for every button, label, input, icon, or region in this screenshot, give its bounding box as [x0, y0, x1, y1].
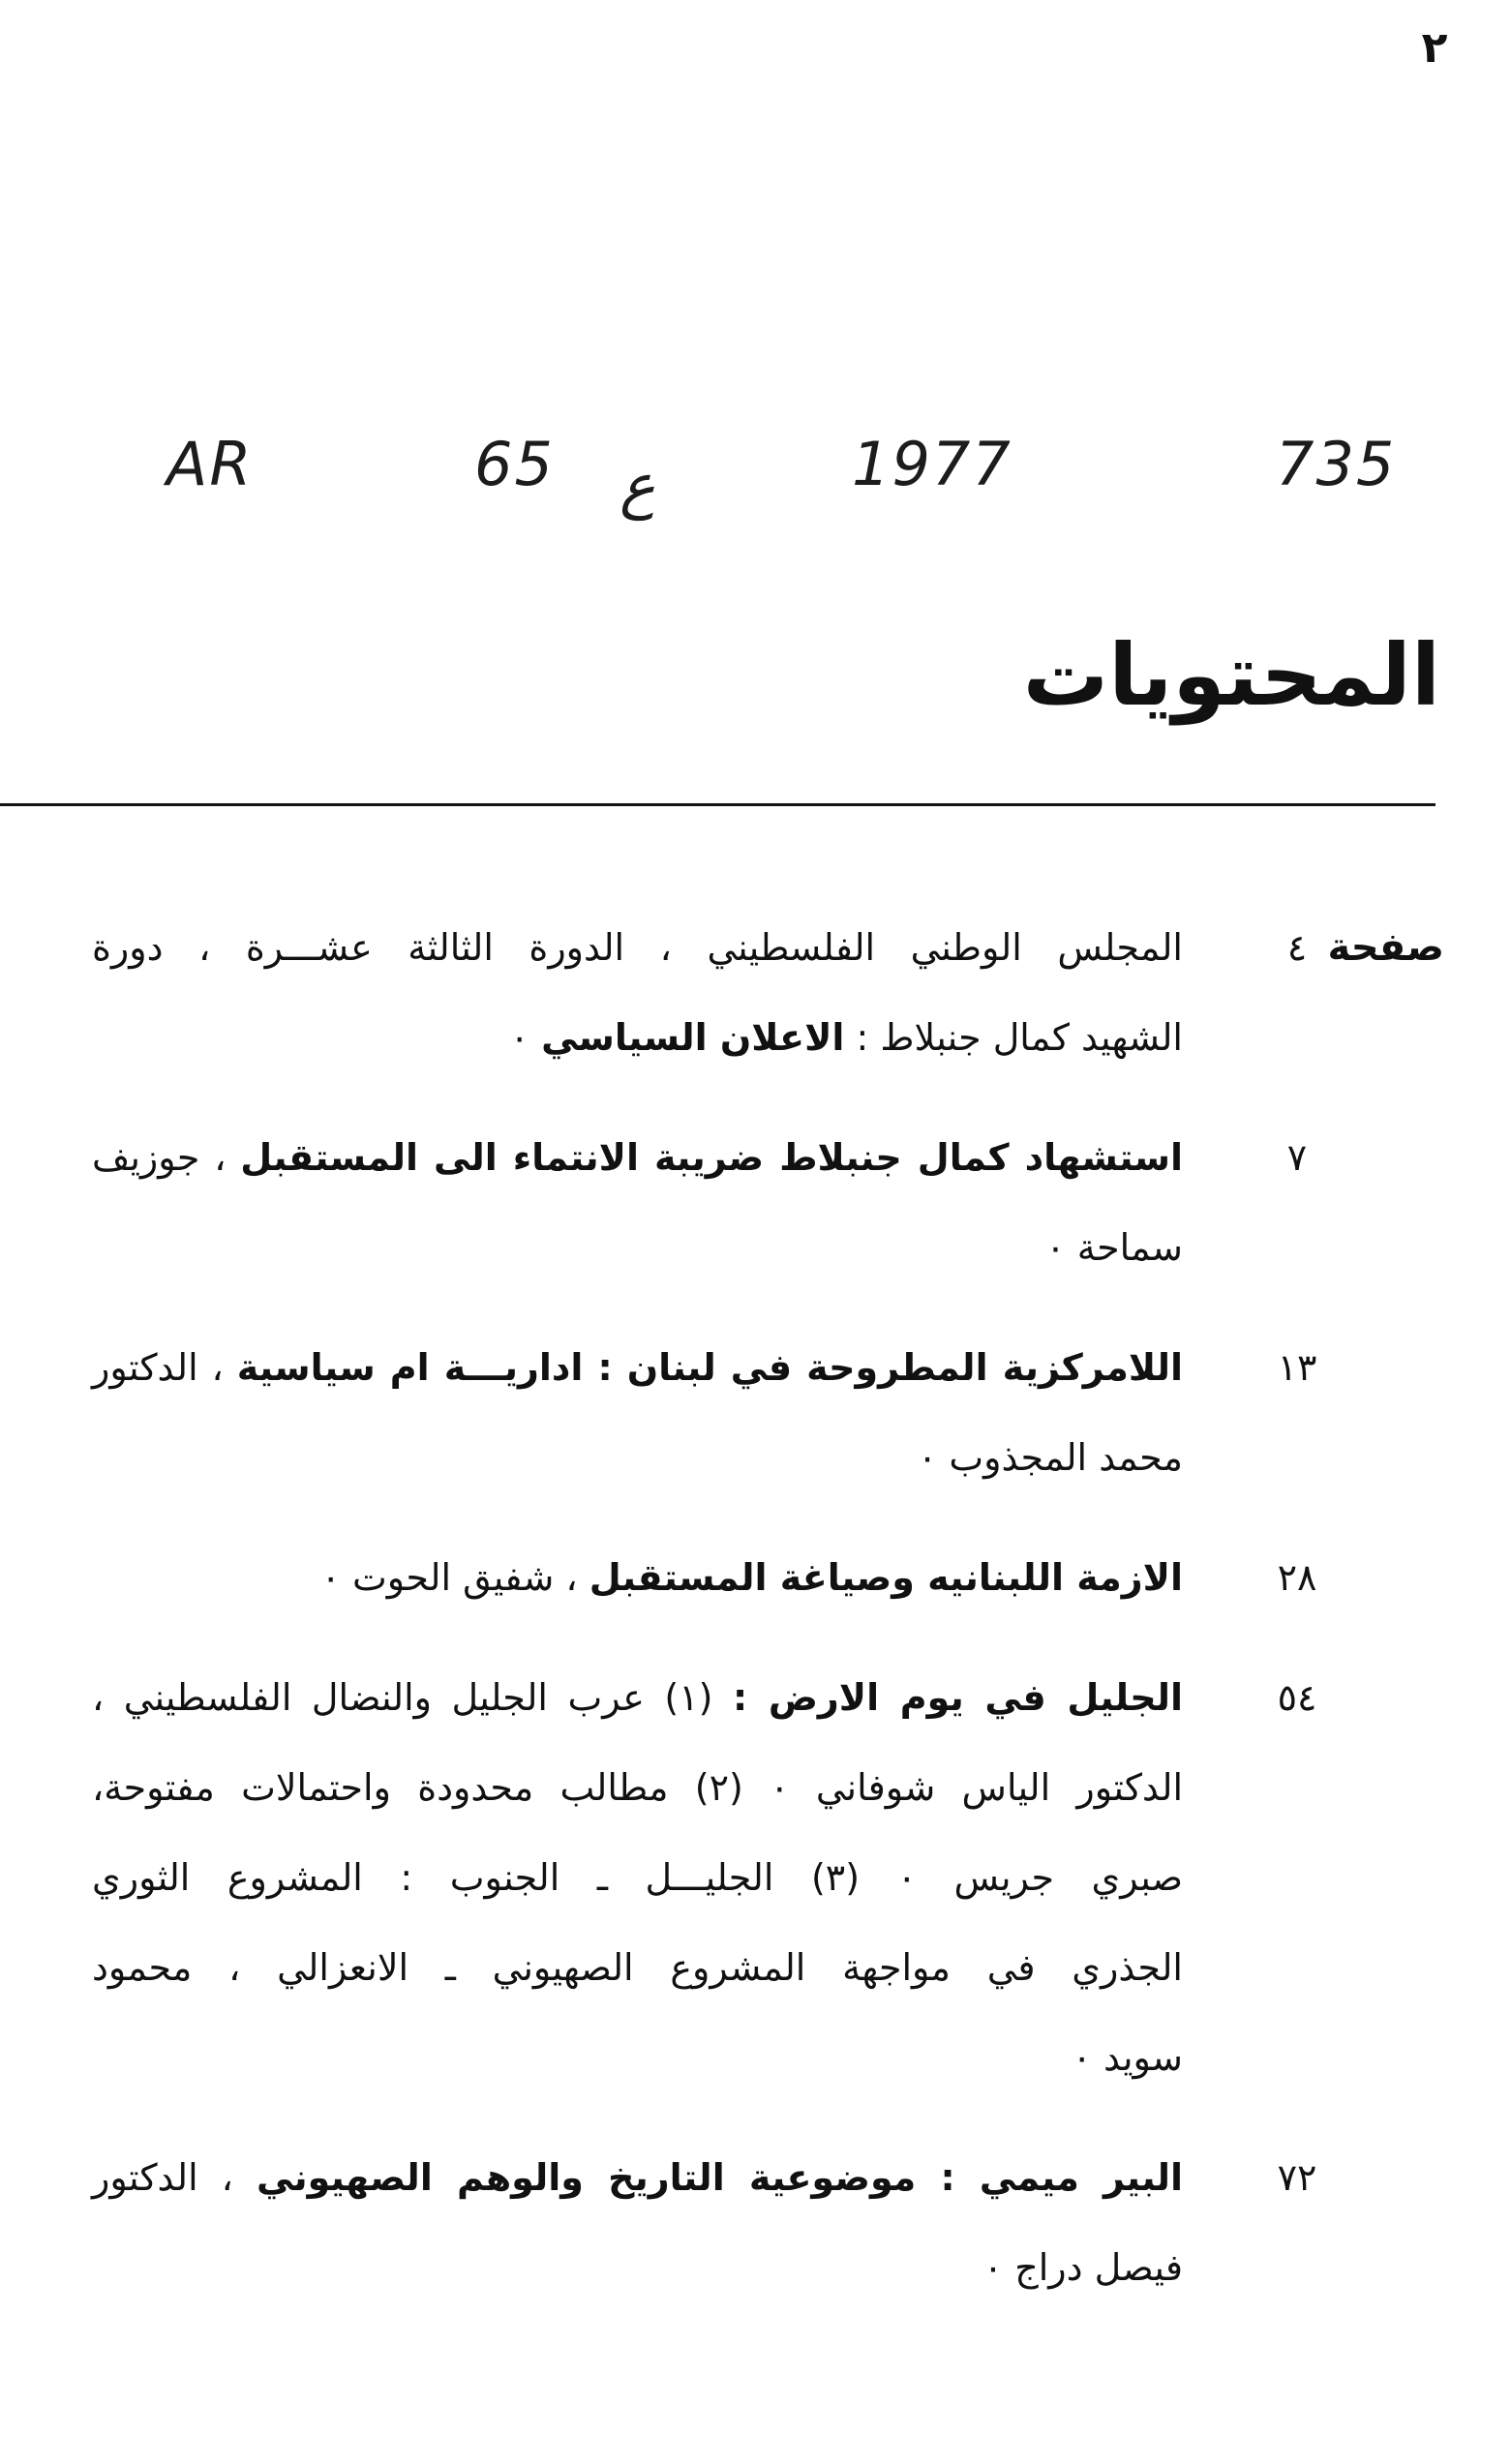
toc-text-segment: ٠ [509, 1016, 542, 1059]
toc-article-title: الاعلان السياسي [541, 1016, 845, 1059]
toc-page-number: ٧٢ [1277, 2156, 1317, 2199]
toc-line [92, 2013, 1183, 2103]
handwritten-number: 735 [1276, 429, 1397, 499]
toc-text-segment: ، الدكتور [92, 1346, 237, 1389]
toc-text-segment: سماحة ٠ [1045, 1226, 1183, 1269]
toc-page-number: ٥٤ [1277, 1676, 1317, 1719]
toc-article-title: البير ميمي : موضوعية التاريخ والوهم الصهيوني [256, 2156, 1183, 2199]
toc-entry [92, 1653, 1317, 2103]
toc-text-segment: الدكتور الياس شوفاني ٠ (٢) مطالب محدودة واحتمالات مفتوحة، [92, 1766, 1184, 1809]
toc-text-segment: سويد ٠ [1072, 2036, 1183, 2079]
toc-entry-text [92, 1653, 1183, 2103]
toc-line [92, 903, 1183, 993]
toc-line [92, 1113, 1183, 1203]
toc-line [92, 1923, 1183, 2013]
toc-line [92, 1833, 1183, 1923]
toc-line [92, 1203, 1183, 1293]
toc-page-number: ١٣ [1277, 1346, 1317, 1389]
toc-line [92, 1413, 1183, 1503]
table-of-contents [92, 903, 1317, 2343]
toc-line [92, 1323, 1183, 1413]
toc-article-title: الجليل في يوم الارض : [732, 1676, 1183, 1719]
toc-text-segment: فيصل دراج ٠ [982, 2246, 1183, 2289]
handwritten-letter: ع [620, 450, 655, 521]
toc-text-segment: المجلس الوطني الفلسطيني ، الدورة الثالثة عشـــرة ، دورة [92, 926, 1183, 969]
toc-page-number: ٧ [1286, 1136, 1308, 1179]
toc-text-segment: الشهيد كمال جنبلاط : [844, 1016, 1183, 1059]
toc-line [92, 993, 1183, 1083]
toc-entry [92, 2133, 1317, 2313]
toc-entry-text [92, 1533, 1183, 1623]
toc-entry-text [92, 2133, 1183, 2313]
toc-entry-text [92, 1113, 1183, 1293]
toc-line [92, 2223, 1183, 2313]
toc-page-number: ٢٨ [1277, 1556, 1317, 1599]
toc-entry [92, 1533, 1317, 1623]
contents-title: المحتويات [1022, 625, 1440, 725]
handwritten-volume: 65 [474, 429, 555, 499]
toc-text-segment: صبري جريس ٠ (٣) الجليـــل ـ الجنوب : المشروع الثوري [92, 1856, 1183, 1899]
handwritten-code: AR [166, 429, 254, 499]
toc-line [92, 1743, 1183, 1833]
toc-line [92, 1533, 1183, 1623]
toc-line [92, 2133, 1183, 2223]
toc-entry-text [92, 1323, 1183, 1503]
toc-text-segment: (١) عرب الجليل والنضال الفلسطيني ، [92, 1676, 733, 1719]
toc-entry [92, 1323, 1317, 1503]
toc-article-title: استشهاد كمال جنبلاط ضريبة الانتماء الى المستقبل [240, 1136, 1183, 1179]
toc-page-number: ٤ [1286, 926, 1308, 969]
toc-text-segment: محمد المجذوب ٠ [917, 1436, 1183, 1479]
toc-text-segment: الجذري في مواجهة المشروع الصهيوني ـ الانعزالي ، محمود [92, 1946, 1183, 1989]
toc-entry-text [92, 903, 1183, 1083]
title-divider [0, 803, 1435, 806]
handwritten-year: 1977 [852, 429, 1012, 499]
toc-text-segment: ، شفيق الحوت ٠ [320, 1556, 589, 1599]
toc-line [92, 1653, 1183, 1743]
toc-article-title: اللامركزية المطروحة في لبنان : اداريـــة ام سياسية [236, 1346, 1184, 1389]
toc-article-title: الازمة اللبنانيه وصياغة المستقبل [589, 1556, 1183, 1599]
page-column-label: صفحة [1327, 925, 1444, 970]
toc-entry [92, 903, 1308, 1083]
toc-text-segment: ، الدكتور [92, 2156, 257, 2199]
toc-entry [92, 1113, 1308, 1293]
page-number: ٢ [1421, 23, 1448, 73]
toc-text-segment: ، جوزيف [92, 1136, 241, 1179]
